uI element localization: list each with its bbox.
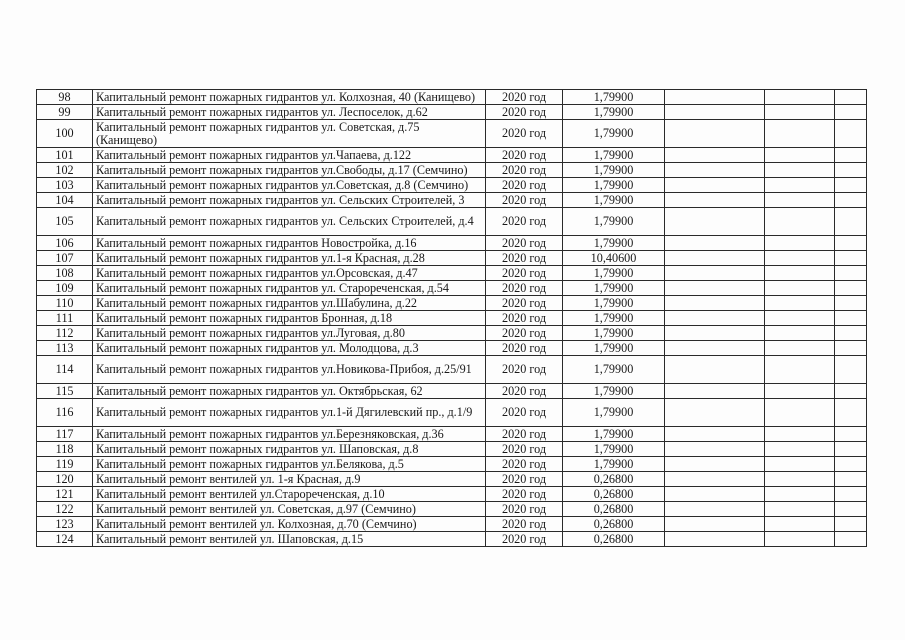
row-number: 104 bbox=[37, 193, 93, 208]
empty-cell bbox=[765, 517, 835, 532]
row-number: 98 bbox=[37, 90, 93, 105]
work-year: 2020 год bbox=[486, 311, 563, 326]
empty-cell bbox=[835, 427, 867, 442]
work-year: 2020 год bbox=[486, 266, 563, 281]
empty-cell bbox=[765, 427, 835, 442]
row-number: 118 bbox=[37, 442, 93, 457]
row-number: 116 bbox=[37, 399, 93, 427]
row-number: 105 bbox=[37, 208, 93, 236]
work-amount: 1,79900 bbox=[563, 105, 665, 120]
empty-cell bbox=[765, 457, 835, 472]
empty-cell bbox=[835, 120, 867, 148]
work-amount: 1,79900 bbox=[563, 311, 665, 326]
empty-cell bbox=[665, 208, 765, 236]
empty-cell bbox=[835, 399, 867, 427]
empty-cell bbox=[835, 266, 867, 281]
work-year: 2020 год bbox=[486, 356, 563, 384]
empty-cell bbox=[665, 532, 765, 547]
table-row bbox=[37, 384, 867, 399]
work-year: 2020 год bbox=[486, 457, 563, 472]
empty-cell bbox=[665, 502, 765, 517]
work-amount: 1,79900 bbox=[563, 442, 665, 457]
table-row bbox=[37, 532, 867, 547]
empty-cell bbox=[835, 532, 867, 547]
table-row bbox=[37, 356, 867, 384]
empty-cell bbox=[765, 236, 835, 251]
empty-cell bbox=[835, 341, 867, 356]
work-amount: 1,79900 bbox=[563, 296, 665, 311]
empty-cell bbox=[665, 384, 765, 399]
work-description: Капитальный ремонт пожарных гидрантов ул. Советская, д.75 (Канищево) bbox=[93, 120, 486, 148]
work-year: 2020 год bbox=[486, 399, 563, 427]
works-table bbox=[36, 89, 867, 547]
row-number: 112 bbox=[37, 326, 93, 341]
table-row bbox=[37, 266, 867, 281]
row-number: 124 bbox=[37, 532, 93, 547]
row-number: 106 bbox=[37, 236, 93, 251]
work-year: 2020 год bbox=[486, 251, 563, 266]
empty-cell bbox=[835, 281, 867, 296]
empty-cell bbox=[835, 517, 867, 532]
row-number: 101 bbox=[37, 148, 93, 163]
empty-cell bbox=[835, 178, 867, 193]
empty-cell bbox=[665, 326, 765, 341]
work-amount: 1,79900 bbox=[563, 427, 665, 442]
empty-cell bbox=[765, 178, 835, 193]
table-row bbox=[37, 105, 867, 120]
work-amount: 1,79900 bbox=[563, 193, 665, 208]
empty-cell bbox=[835, 502, 867, 517]
empty-cell bbox=[765, 281, 835, 296]
work-amount: 1,79900 bbox=[563, 178, 665, 193]
work-amount: 0,26800 bbox=[563, 472, 665, 487]
work-year: 2020 год bbox=[486, 326, 563, 341]
empty-cell bbox=[765, 148, 835, 163]
work-amount: 1,79900 bbox=[563, 208, 665, 236]
work-year: 2020 год bbox=[486, 120, 563, 148]
table-row bbox=[37, 208, 867, 236]
table-row bbox=[37, 148, 867, 163]
work-description: Капитальный ремонт пожарных гидрантов ул. Сельских Строителей, д.4 bbox=[93, 208, 486, 236]
table-row bbox=[37, 251, 867, 266]
empty-cell bbox=[835, 326, 867, 341]
work-amount: 1,79900 bbox=[563, 281, 665, 296]
work-description: Капитальный ремонт пожарных гидрантов ул. Колхозная, 40 (Канищево) bbox=[93, 90, 486, 105]
row-number: 113 bbox=[37, 341, 93, 356]
row-number: 123 bbox=[37, 517, 93, 532]
work-amount: 0,26800 bbox=[563, 517, 665, 532]
work-description: Капитальный ремонт пожарных гидрантов ул.1-я Красная, д.28 bbox=[93, 251, 486, 266]
row-number: 122 bbox=[37, 502, 93, 517]
empty-cell bbox=[765, 266, 835, 281]
empty-cell bbox=[835, 193, 867, 208]
work-description: Капитальный ремонт пожарных гидрантов ул. Шаповская, д.8 bbox=[93, 442, 486, 457]
work-year: 2020 год bbox=[486, 472, 563, 487]
work-amount: 1,79900 bbox=[563, 356, 665, 384]
table-row bbox=[37, 517, 867, 532]
empty-cell bbox=[665, 427, 765, 442]
work-amount: 1,79900 bbox=[563, 341, 665, 356]
table-row bbox=[37, 427, 867, 442]
work-year: 2020 год bbox=[486, 90, 563, 105]
work-description: Капитальный ремонт пожарных гидрантов ул.Шабулина, д.22 bbox=[93, 296, 486, 311]
work-year: 2020 год bbox=[486, 193, 563, 208]
work-description: Капитальный ремонт пожарных гидрантов ул.Белякова, д.5 bbox=[93, 457, 486, 472]
work-description: Капитальный ремонт пожарных гидрантов ул.Советская, д.8 (Семчино) bbox=[93, 178, 486, 193]
work-year: 2020 год bbox=[486, 517, 563, 532]
empty-cell bbox=[835, 487, 867, 502]
empty-cell bbox=[765, 208, 835, 236]
row-number: 114 bbox=[37, 356, 93, 384]
table-row bbox=[37, 281, 867, 296]
empty-cell bbox=[765, 105, 835, 120]
work-amount: 10,40600 bbox=[563, 251, 665, 266]
work-amount: 1,79900 bbox=[563, 163, 665, 178]
work-year: 2020 год bbox=[486, 341, 563, 356]
empty-cell bbox=[765, 356, 835, 384]
work-amount: 0,26800 bbox=[563, 532, 665, 547]
empty-cell bbox=[665, 193, 765, 208]
table-row bbox=[37, 163, 867, 178]
work-description: Капитальный ремонт пожарных гидрантов ул.Луговая, д.80 bbox=[93, 326, 486, 341]
row-number: 103 bbox=[37, 178, 93, 193]
empty-cell bbox=[665, 105, 765, 120]
work-amount: 0,26800 bbox=[563, 487, 665, 502]
empty-cell bbox=[665, 266, 765, 281]
table-row bbox=[37, 236, 867, 251]
empty-cell bbox=[765, 487, 835, 502]
table-row bbox=[37, 178, 867, 193]
row-number: 102 bbox=[37, 163, 93, 178]
work-year: 2020 год bbox=[486, 502, 563, 517]
table-row bbox=[37, 341, 867, 356]
empty-cell bbox=[835, 163, 867, 178]
empty-cell bbox=[765, 341, 835, 356]
empty-cell bbox=[835, 457, 867, 472]
work-description: Капитальный ремонт пожарных гидрантов ул.1-й Дягилевский пр., д.1/9 bbox=[93, 399, 486, 427]
row-number: 115 bbox=[37, 384, 93, 399]
empty-cell bbox=[835, 356, 867, 384]
work-amount: 1,79900 bbox=[563, 399, 665, 427]
empty-cell bbox=[835, 148, 867, 163]
empty-cell bbox=[665, 442, 765, 457]
table-row bbox=[37, 399, 867, 427]
empty-cell bbox=[665, 457, 765, 472]
table-row bbox=[37, 487, 867, 502]
row-number: 109 bbox=[37, 281, 93, 296]
empty-cell bbox=[835, 251, 867, 266]
row-number: 120 bbox=[37, 472, 93, 487]
empty-cell bbox=[835, 105, 867, 120]
empty-cell bbox=[765, 532, 835, 547]
empty-cell bbox=[765, 296, 835, 311]
table-row bbox=[37, 502, 867, 517]
work-year: 2020 год bbox=[486, 427, 563, 442]
empty-cell bbox=[835, 311, 867, 326]
table-row bbox=[37, 311, 867, 326]
work-description: Капитальный ремонт пожарных гидрантов ул. Леспоселок, д.62 bbox=[93, 105, 486, 120]
empty-cell bbox=[835, 384, 867, 399]
work-amount: 1,79900 bbox=[563, 236, 665, 251]
work-description: Капитальный ремонт пожарных гидрантов ул. Старореченская, д.54 bbox=[93, 281, 486, 296]
work-description: Капитальный ремонт пожарных гидрантов ул.Свободы, д.17 (Семчино) bbox=[93, 163, 486, 178]
work-amount: 1,79900 bbox=[563, 120, 665, 148]
work-amount: 1,79900 bbox=[563, 90, 665, 105]
empty-cell bbox=[765, 90, 835, 105]
row-number: 107 bbox=[37, 251, 93, 266]
empty-cell bbox=[835, 442, 867, 457]
empty-cell bbox=[665, 148, 765, 163]
empty-cell bbox=[765, 384, 835, 399]
work-amount: 1,79900 bbox=[563, 326, 665, 341]
work-description: Капитальный ремонт вентилей ул. Колхозная, д.70 (Семчино) bbox=[93, 517, 486, 532]
work-amount: 1,79900 bbox=[563, 384, 665, 399]
empty-cell bbox=[665, 163, 765, 178]
row-number: 99 bbox=[37, 105, 93, 120]
empty-cell bbox=[765, 472, 835, 487]
work-description: Капитальный ремонт вентилей ул. 1-я Красная, д.9 bbox=[93, 472, 486, 487]
empty-cell bbox=[765, 251, 835, 266]
empty-cell bbox=[665, 251, 765, 266]
empty-cell bbox=[665, 517, 765, 532]
row-number: 121 bbox=[37, 487, 93, 502]
work-year: 2020 год bbox=[486, 236, 563, 251]
empty-cell bbox=[765, 502, 835, 517]
table-row bbox=[37, 296, 867, 311]
empty-cell bbox=[835, 472, 867, 487]
table-row bbox=[37, 457, 867, 472]
work-description: Капитальный ремонт пожарных гидрантов ул. Октябрьская, 62 bbox=[93, 384, 486, 399]
work-year: 2020 год bbox=[486, 281, 563, 296]
work-year: 2020 год bbox=[486, 178, 563, 193]
empty-cell bbox=[765, 193, 835, 208]
empty-cell bbox=[665, 356, 765, 384]
empty-cell bbox=[765, 311, 835, 326]
work-year: 2020 год bbox=[486, 208, 563, 236]
table-row bbox=[37, 442, 867, 457]
work-description: Капитальный ремонт пожарных гидрантов ул. Молодцова, д.3 bbox=[93, 341, 486, 356]
empty-cell bbox=[765, 163, 835, 178]
empty-cell bbox=[665, 296, 765, 311]
work-description: Капитальный ремонт пожарных гидрантов ул.Чапаева, д.122 bbox=[93, 148, 486, 163]
empty-cell bbox=[835, 296, 867, 311]
table-body bbox=[37, 90, 867, 547]
work-amount: 0,26800 bbox=[563, 502, 665, 517]
empty-cell bbox=[765, 442, 835, 457]
row-number: 100 bbox=[37, 120, 93, 148]
row-number: 117 bbox=[37, 427, 93, 442]
empty-cell bbox=[665, 472, 765, 487]
empty-cell bbox=[665, 399, 765, 427]
empty-cell bbox=[665, 178, 765, 193]
work-year: 2020 год bbox=[486, 487, 563, 502]
empty-cell bbox=[835, 90, 867, 105]
work-description: Капитальный ремонт пожарных гидрантов Новостройка, д.16 bbox=[93, 236, 486, 251]
row-number: 119 bbox=[37, 457, 93, 472]
row-number: 108 bbox=[37, 266, 93, 281]
empty-cell bbox=[665, 281, 765, 296]
work-year: 2020 год bbox=[486, 384, 563, 399]
work-description: Капитальный ремонт пожарных гидрантов Бронная, д.18 bbox=[93, 311, 486, 326]
empty-cell bbox=[835, 236, 867, 251]
table-row bbox=[37, 120, 867, 148]
work-year: 2020 год bbox=[486, 163, 563, 178]
work-description: Капитальный ремонт вентилей ул.Старореченская, д.10 bbox=[93, 487, 486, 502]
work-description: Капитальный ремонт пожарных гидрантов ул.Новикова-Прибоя, д.25/91 bbox=[93, 356, 486, 384]
empty-cell bbox=[665, 341, 765, 356]
work-year: 2020 год bbox=[486, 296, 563, 311]
work-year: 2020 год bbox=[486, 105, 563, 120]
work-description: Капитальный ремонт пожарных гидрантов ул.Орсовская, д.47 bbox=[93, 266, 486, 281]
empty-cell bbox=[665, 236, 765, 251]
table-row bbox=[37, 90, 867, 105]
work-description: Капитальный ремонт вентилей ул. Шаповская, д.15 bbox=[93, 532, 486, 547]
empty-cell bbox=[665, 90, 765, 105]
work-description: Капитальный ремонт пожарных гидрантов ул. Сельских Строителей, 3 bbox=[93, 193, 486, 208]
work-year: 2020 год bbox=[486, 532, 563, 547]
work-year: 2020 год bbox=[486, 148, 563, 163]
table-row bbox=[37, 326, 867, 341]
empty-cell bbox=[765, 120, 835, 148]
empty-cell bbox=[765, 399, 835, 427]
empty-cell bbox=[665, 311, 765, 326]
work-year: 2020 год bbox=[486, 442, 563, 457]
row-number: 111 bbox=[37, 311, 93, 326]
work-amount: 1,79900 bbox=[563, 266, 665, 281]
empty-cell bbox=[665, 487, 765, 502]
work-amount: 1,79900 bbox=[563, 457, 665, 472]
empty-cell bbox=[835, 208, 867, 236]
table-row bbox=[37, 472, 867, 487]
work-description: Капитальный ремонт пожарных гидрантов ул.Березняковская, д.36 bbox=[93, 427, 486, 442]
row-number: 110 bbox=[37, 296, 93, 311]
table-row bbox=[37, 193, 867, 208]
work-description: Капитальный ремонт вентилей ул. Советская, д.97 (Семчино) bbox=[93, 502, 486, 517]
empty-cell bbox=[665, 120, 765, 148]
empty-cell bbox=[765, 326, 835, 341]
work-amount: 1,79900 bbox=[563, 148, 665, 163]
